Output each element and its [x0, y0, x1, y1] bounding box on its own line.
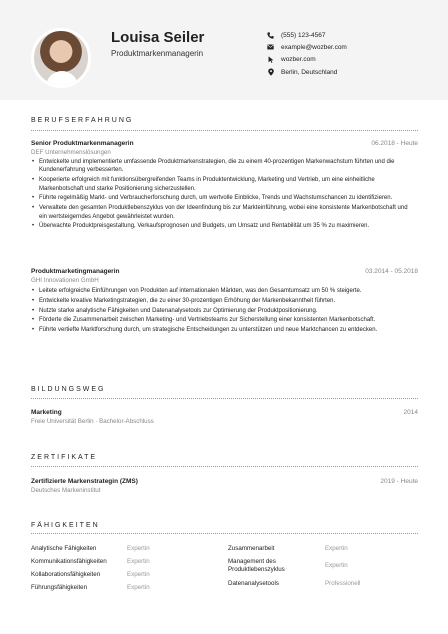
resume-header [0, 0, 448, 100]
location-icon [266, 68, 275, 76]
section-divider [31, 130, 418, 131]
job-title-1: Senior Produktmarkenmanagerin [31, 140, 134, 147]
job-bullets-2 [31, 287, 416, 336]
list-item: • Entwickelte kreative Marketingstrategien, die zu einer 30-prozentigen Erhöhung der Markenbekanntheit führten. [31, 297, 416, 305]
contact-location-text: Berlin, Deutschland [281, 68, 338, 76]
section-divider [31, 398, 418, 399]
list-item: • Nutzte starke analytische Fähigkeiten und Datenanalysetools zur Optimierung der Produktpositionierung. [31, 307, 416, 315]
mail-icon [266, 44, 275, 50]
skill-name: Datenanalysetools [228, 580, 279, 587]
skill-name: Zusammenarbeit [228, 545, 275, 552]
section-divider [31, 533, 418, 534]
list-item: • Führte vertiefte Marktforschung durch, um strategische Entscheidungen zu unterstützen und neue Marktchancen zu entdecken. [31, 326, 416, 334]
list-item: • Leitete erfolgreiche Einführungen von Produkten auf internationalen Märkten, was den Gesamtumsatz um 50 % steigerte. [31, 287, 416, 295]
list-item: • Verwaltete den gesamten Produktlebenszyklus von der Ideenfindung bis zur Markteinführung, wobei eine konsistente Markenbotschaft und ein wertsteigerndes Angebot gewährleistet wurden. [31, 204, 416, 221]
list-item: • Überwachte Produktpreisgestaltung, Verkaufsprognosen und Budgets, um Umsatz und Rentabilität um 35 % zu maximieren. [31, 222, 416, 230]
candidate-name: Louisa Seiler [111, 29, 205, 46]
job-company-2: GHI Innovationen GmbH [31, 277, 99, 284]
skill-name: Kollaborationsfähigkeiten [31, 571, 101, 578]
skill-level: Expertin [127, 584, 150, 591]
section-divider [31, 466, 418, 467]
job-company-1: DEF Unternehmenslösungen [31, 149, 111, 156]
profile-photo [31, 28, 91, 88]
list-item: • Führte regelmäßig Markt- und Verbraucherforschung durch, um wertvolle Einblicke, Trends und Wachstumschancen zu identifizieren. [31, 194, 416, 202]
skill-name: Führungsfähigkeiten [31, 584, 88, 591]
contact-email [266, 41, 347, 53]
skill-level: Expertin [127, 558, 150, 565]
job-title-2: Produktmarketingmanagerin [31, 268, 120, 275]
skill-level: Expertin [127, 545, 150, 552]
education-school: Freie Universität Berlin · Bachelor-Abschluss [31, 418, 154, 425]
certificate-name: Zertifizierte Markenstrategin (ZMS) [31, 478, 138, 485]
skill-level: Expertin [325, 545, 348, 552]
contact-list [266, 29, 347, 78]
section-title-experience: BERUFSERFAHRUNG [31, 117, 134, 124]
section-title-certificates: ZERTIFIKATE [31, 454, 98, 461]
contact-website-text[interactable]: wozber.com [281, 56, 316, 64]
job-bullets-1 [31, 158, 416, 232]
skill-name: Analytische Fähigkeiten [31, 545, 97, 552]
certificate-dates: 2019 - Heute [380, 478, 418, 485]
skill-level: Expertin [325, 562, 348, 569]
link-icon [266, 56, 275, 63]
skill-level: Expertin [127, 571, 150, 578]
contact-email-text[interactable]: example@wozber.com [281, 43, 347, 51]
section-title-education: BILDUNGSWEG [31, 386, 106, 393]
job-dates-2: 03.2014 - 05.2018 [365, 268, 418, 275]
education-year: 2014 [403, 409, 418, 416]
job-dates-1: 06.2018 - Heute [371, 140, 418, 147]
skill-name: Kommunikationsfähigkeiten [31, 558, 107, 565]
contact-website [266, 54, 347, 66]
skill-level: Professionell [325, 580, 361, 587]
list-item: • Entwickelte und implementierte umfassende Produktmarkenstrategien, die zu einem 40-prozentigen Markenwachstum führten und die Kundenerfahrung verbesserten. [31, 158, 416, 175]
certificate-issuer: Deutsches Markeninstitut [31, 487, 101, 494]
list-item: • Kooperierte erfolgreich mit funktionsübergreifenden Teams in Produktentwicklung, Marketing und Vertrieb, um eine einheitliche Markenbotschaft und starke Positionierung sicherzustellen. [31, 176, 416, 193]
contact-phone [266, 29, 347, 41]
contact-phone-text: (555) 123-4567 [281, 31, 326, 39]
section-title-skills: FÄHIGKEITEN [31, 522, 100, 529]
phone-icon [266, 32, 275, 39]
skill-name: Management des Produktlebenszyklus [228, 558, 285, 573]
education-degree: Marketing [31, 409, 62, 416]
contact-location [266, 66, 347, 78]
list-item: • Förderte die Zusammenarbeit zwischen Marketing- und Vertriebsteams zur Sicherstellung einer konsistenten Markenbotschaft. [31, 316, 416, 324]
candidate-title: Produktmarkenmanagerin [111, 49, 204, 58]
